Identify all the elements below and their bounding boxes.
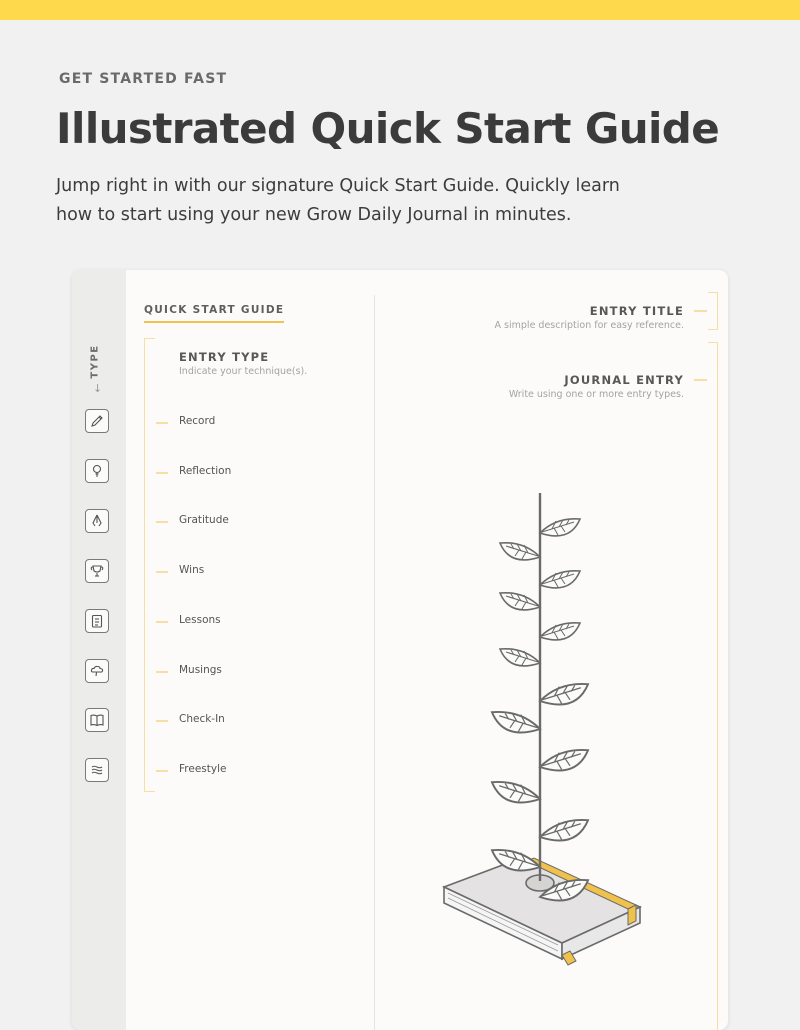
tick	[156, 422, 168, 424]
type-record: Record	[179, 415, 216, 427]
tick	[156, 571, 168, 573]
tick	[156, 472, 168, 474]
entry-title-bracket	[708, 292, 718, 330]
type-reflection: Reflection	[179, 465, 232, 477]
type-gratitude: Gratitude	[179, 514, 229, 526]
arrow-down-icon: ↓	[93, 382, 103, 395]
tick	[156, 671, 168, 673]
tick	[156, 770, 168, 772]
page-title: Illustrated Quick Start Guide	[56, 104, 720, 153]
guide-title: QUICK START GUIDE	[144, 304, 284, 323]
entry-type-subtitle: Indicate your technique(s).	[179, 366, 308, 377]
type-musings: Musings	[179, 664, 222, 676]
lightbulb-icon	[85, 459, 109, 483]
open-book-icon	[85, 708, 109, 732]
checklist-icon	[85, 609, 109, 633]
type-freestyle: Freestyle	[179, 763, 227, 775]
intro-paragraph: Jump right in with our signature Quick Start Guide. Quickly learn how to start using your new Grow Daily Journal in minutes.	[56, 176, 620, 225]
column-divider	[374, 295, 375, 1030]
type-wins: Wins	[179, 564, 205, 576]
journal-entry-heading: JOURNAL ENTRY	[564, 373, 684, 387]
tick	[156, 521, 168, 523]
plant-journal-illustration	[432, 485, 652, 985]
journal-entry-subtitle: Write using one or more entry types.	[508, 389, 684, 400]
eyebrow-label: GET STARTED FAST	[59, 71, 228, 87]
top-accent-bar	[0, 0, 800, 20]
type-check-in: Check-In	[179, 713, 225, 725]
quick-start-card	[72, 270, 728, 1030]
journal-entry-bracket	[708, 342, 718, 1030]
praying-hands-icon	[85, 509, 109, 533]
tick	[694, 379, 707, 381]
tick	[694, 310, 707, 312]
trophy-icon	[85, 559, 109, 583]
type-sidebar	[72, 270, 126, 1030]
type-side-label: TYPE	[89, 344, 101, 379]
tick	[156, 621, 168, 623]
entry-type-bracket	[144, 338, 155, 792]
thought-cloud-icon	[85, 659, 109, 683]
wavy-lines-icon	[85, 758, 109, 782]
entry-title-heading: ENTRY TITLE	[589, 304, 684, 318]
entry-title-subtitle: A simple description for easy reference.	[494, 320, 684, 331]
type-lessons: Lessons	[179, 614, 221, 626]
entry-type-heading: ENTRY TYPE	[179, 350, 270, 364]
tick	[156, 720, 168, 722]
pencil-icon	[85, 409, 109, 433]
